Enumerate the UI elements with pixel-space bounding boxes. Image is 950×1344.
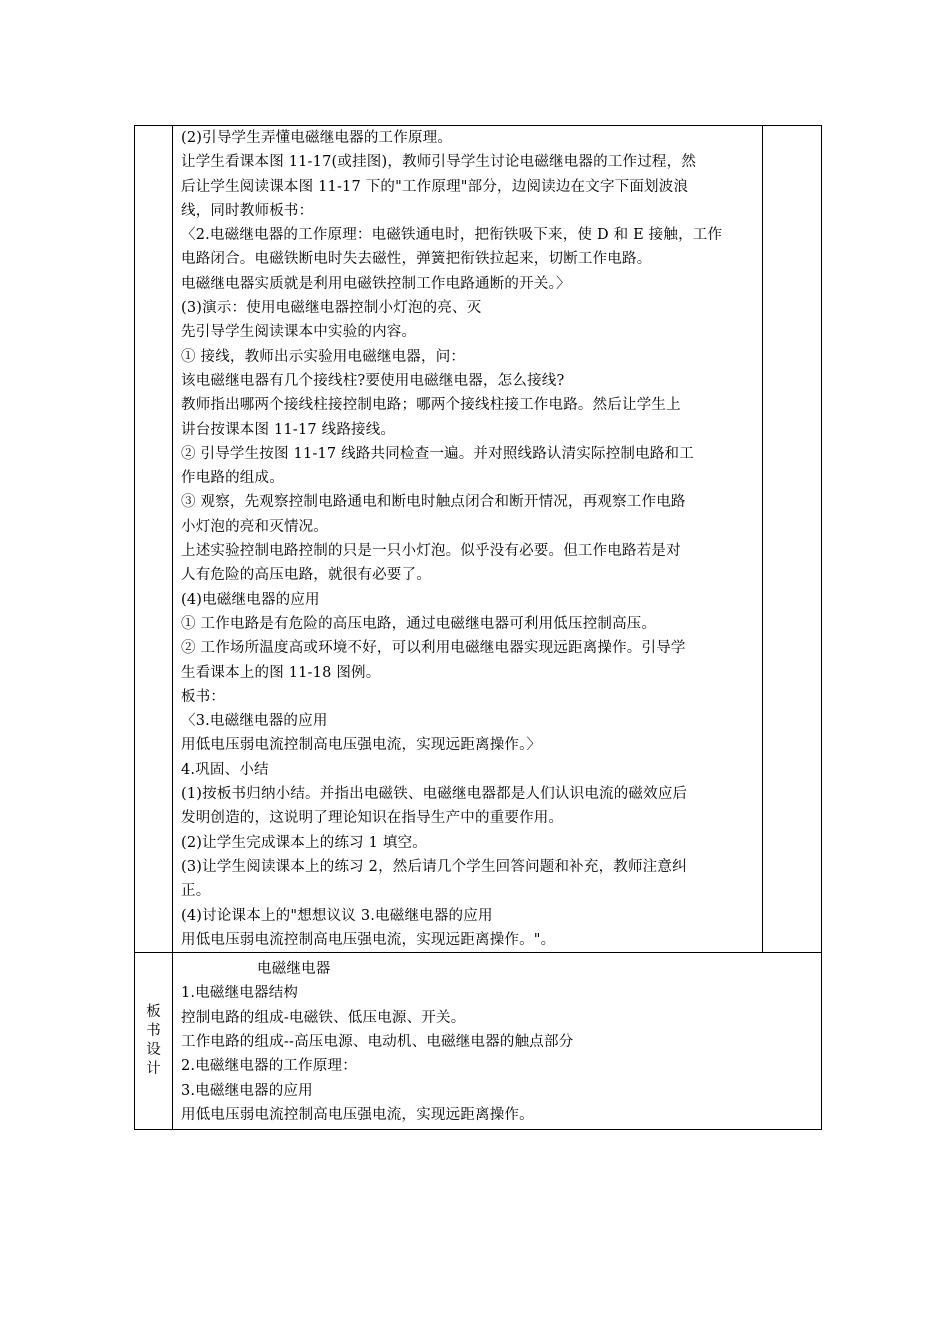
content-line: 后让学生阅读课本图 11-17 下的"工作原理"部分，边阅读边在文字下面划波浪 bbox=[181, 178, 689, 195]
content-line: 先引导学生阅读课本中实验的内容。 bbox=[181, 324, 417, 341]
content-line: ① 工作电路是有危险的高压电路，通过电磁继电器可利用低压控制高压。 bbox=[181, 615, 657, 632]
process-left-cell bbox=[135, 126, 173, 953]
board-line: 3.电磁继电器的应用 bbox=[181, 1082, 313, 1099]
content-line: 该电磁继电器有几个接线柱?要使用电磁继电器，怎么接线? bbox=[181, 372, 565, 389]
board-design-content-cell bbox=[173, 953, 822, 1130]
content-line: 上述实验控制电路控制的只是一只小灯泡。似乎没有必要。但工作电路若是对 bbox=[181, 543, 681, 560]
process-content bbox=[173, 126, 762, 952]
lesson-plan-table bbox=[134, 125, 822, 1130]
process-content-cell bbox=[173, 126, 763, 953]
board-label-char: 设 bbox=[146, 1042, 161, 1059]
content-line: ③ 观察，先观察控制电路通电和断电时触点闭合和断开情况，再观察工作电路 bbox=[181, 494, 686, 511]
content-line: 板书： bbox=[181, 688, 226, 705]
content-line: (4)电磁继电器的应用 bbox=[181, 591, 320, 608]
content-line: 讲台按课本图 11-17 线路接线。 bbox=[181, 421, 396, 438]
content-line: (1)按板书归纳小结。并指出电磁铁、电磁继电器都是人们认识电流的磁效应后 bbox=[181, 786, 688, 803]
board-label-char: 板 bbox=[146, 1004, 161, 1021]
content-line: 电磁继电器实质就是利用电磁铁控制工作电路通断的开关。〉 bbox=[181, 275, 571, 292]
content-line: 用低电压弱电流控制高电压强电流，实现远距离操作。〉 bbox=[181, 737, 542, 754]
content-line: 正。 bbox=[181, 883, 211, 900]
content-line: 让学生看课本图 11-17(或挂图)，教师引导学生讨论电磁继电器的工作过程，然 bbox=[181, 154, 697, 171]
board-line: 1.电磁继电器结构 bbox=[181, 985, 299, 1002]
board-line: 控制电路的组成-电磁铁、低压电源、开关。 bbox=[181, 1009, 466, 1026]
board-label-char: 计 bbox=[146, 1061, 161, 1078]
content-line: 用低电压弱电流控制高电压强电流，实现远距离操作。"。 bbox=[181, 931, 556, 948]
content-line: 电路闭合。电磁铁断电时失去磁性，弹簧把衔铁拉起来，切断工作电路。 bbox=[181, 251, 652, 268]
board-title: 电磁继电器 bbox=[257, 961, 331, 978]
board-design-label bbox=[135, 953, 173, 1130]
process-row bbox=[135, 126, 822, 953]
content-line: ① 接线，教师出示实验用电磁继电器，问： bbox=[181, 348, 466, 365]
content-line: 人有危险的高压电路，就很有必要了。 bbox=[181, 567, 431, 584]
content-line: 作电路的组成。 bbox=[181, 470, 284, 487]
content-line: 小灯泡的亮和灭情况。 bbox=[181, 518, 328, 535]
board-design-row bbox=[135, 953, 822, 1130]
content-line: 生看课本上的图 11-18 图例。 bbox=[181, 664, 381, 681]
content-line: ② 工作场所温度高或环境不好，可以利用电磁继电器实现远距离操作。引导学 bbox=[181, 640, 686, 657]
content-line: 线，同时教师板书： bbox=[181, 202, 314, 219]
board-design-content bbox=[173, 953, 821, 1129]
board-line: 2.电磁继电器的工作原理： bbox=[181, 1058, 357, 1075]
content-line: 发明创造的，这说明了理论知识在指导生产中的重要作用。 bbox=[181, 810, 564, 827]
content-line: ② 引导学生按图 11-17 线路共同检查一遍。并对照线路认清实际控制电路和工 bbox=[181, 445, 694, 462]
content-line: (3)演示：使用电磁继电器控制小灯泡的亮、灭 bbox=[181, 300, 482, 317]
content-line: 教师指出哪两个接线柱接控制电路；哪两个接线柱接工作电路。然后让学生上 bbox=[181, 397, 681, 414]
process-right-cell bbox=[763, 126, 822, 953]
board-line: 工作电路的组成--高压电源、电动机、电磁继电器的触点部分 bbox=[181, 1033, 574, 1050]
content-line: (4)讨论课本上的"想想议议 3.电磁继电器的应用 bbox=[181, 907, 493, 924]
content-line: 〈2.电磁继电器的工作原理：电磁铁通电时，把衔铁吸下来，使 D 和 E 接触，工作 bbox=[181, 227, 723, 244]
content-line: (3)让学生阅读课本上的练习 2，然后请几个学生回答问题和补充，教师注意纠 bbox=[181, 858, 687, 875]
content-line: (2)引导学生弄懂电磁继电器的工作原理。 bbox=[181, 130, 453, 146]
board-line: 用低电压弱电流控制高电压强电流，实现远距离操作。 bbox=[181, 1106, 534, 1123]
board-label-char: 书 bbox=[146, 1023, 161, 1040]
content-line: 4.巩固、小结 bbox=[181, 761, 269, 778]
content-line: 〈3.电磁继电器的应用 bbox=[181, 713, 328, 730]
content-line: (2)让学生完成课本上的练习 1 填空。 bbox=[181, 834, 427, 851]
